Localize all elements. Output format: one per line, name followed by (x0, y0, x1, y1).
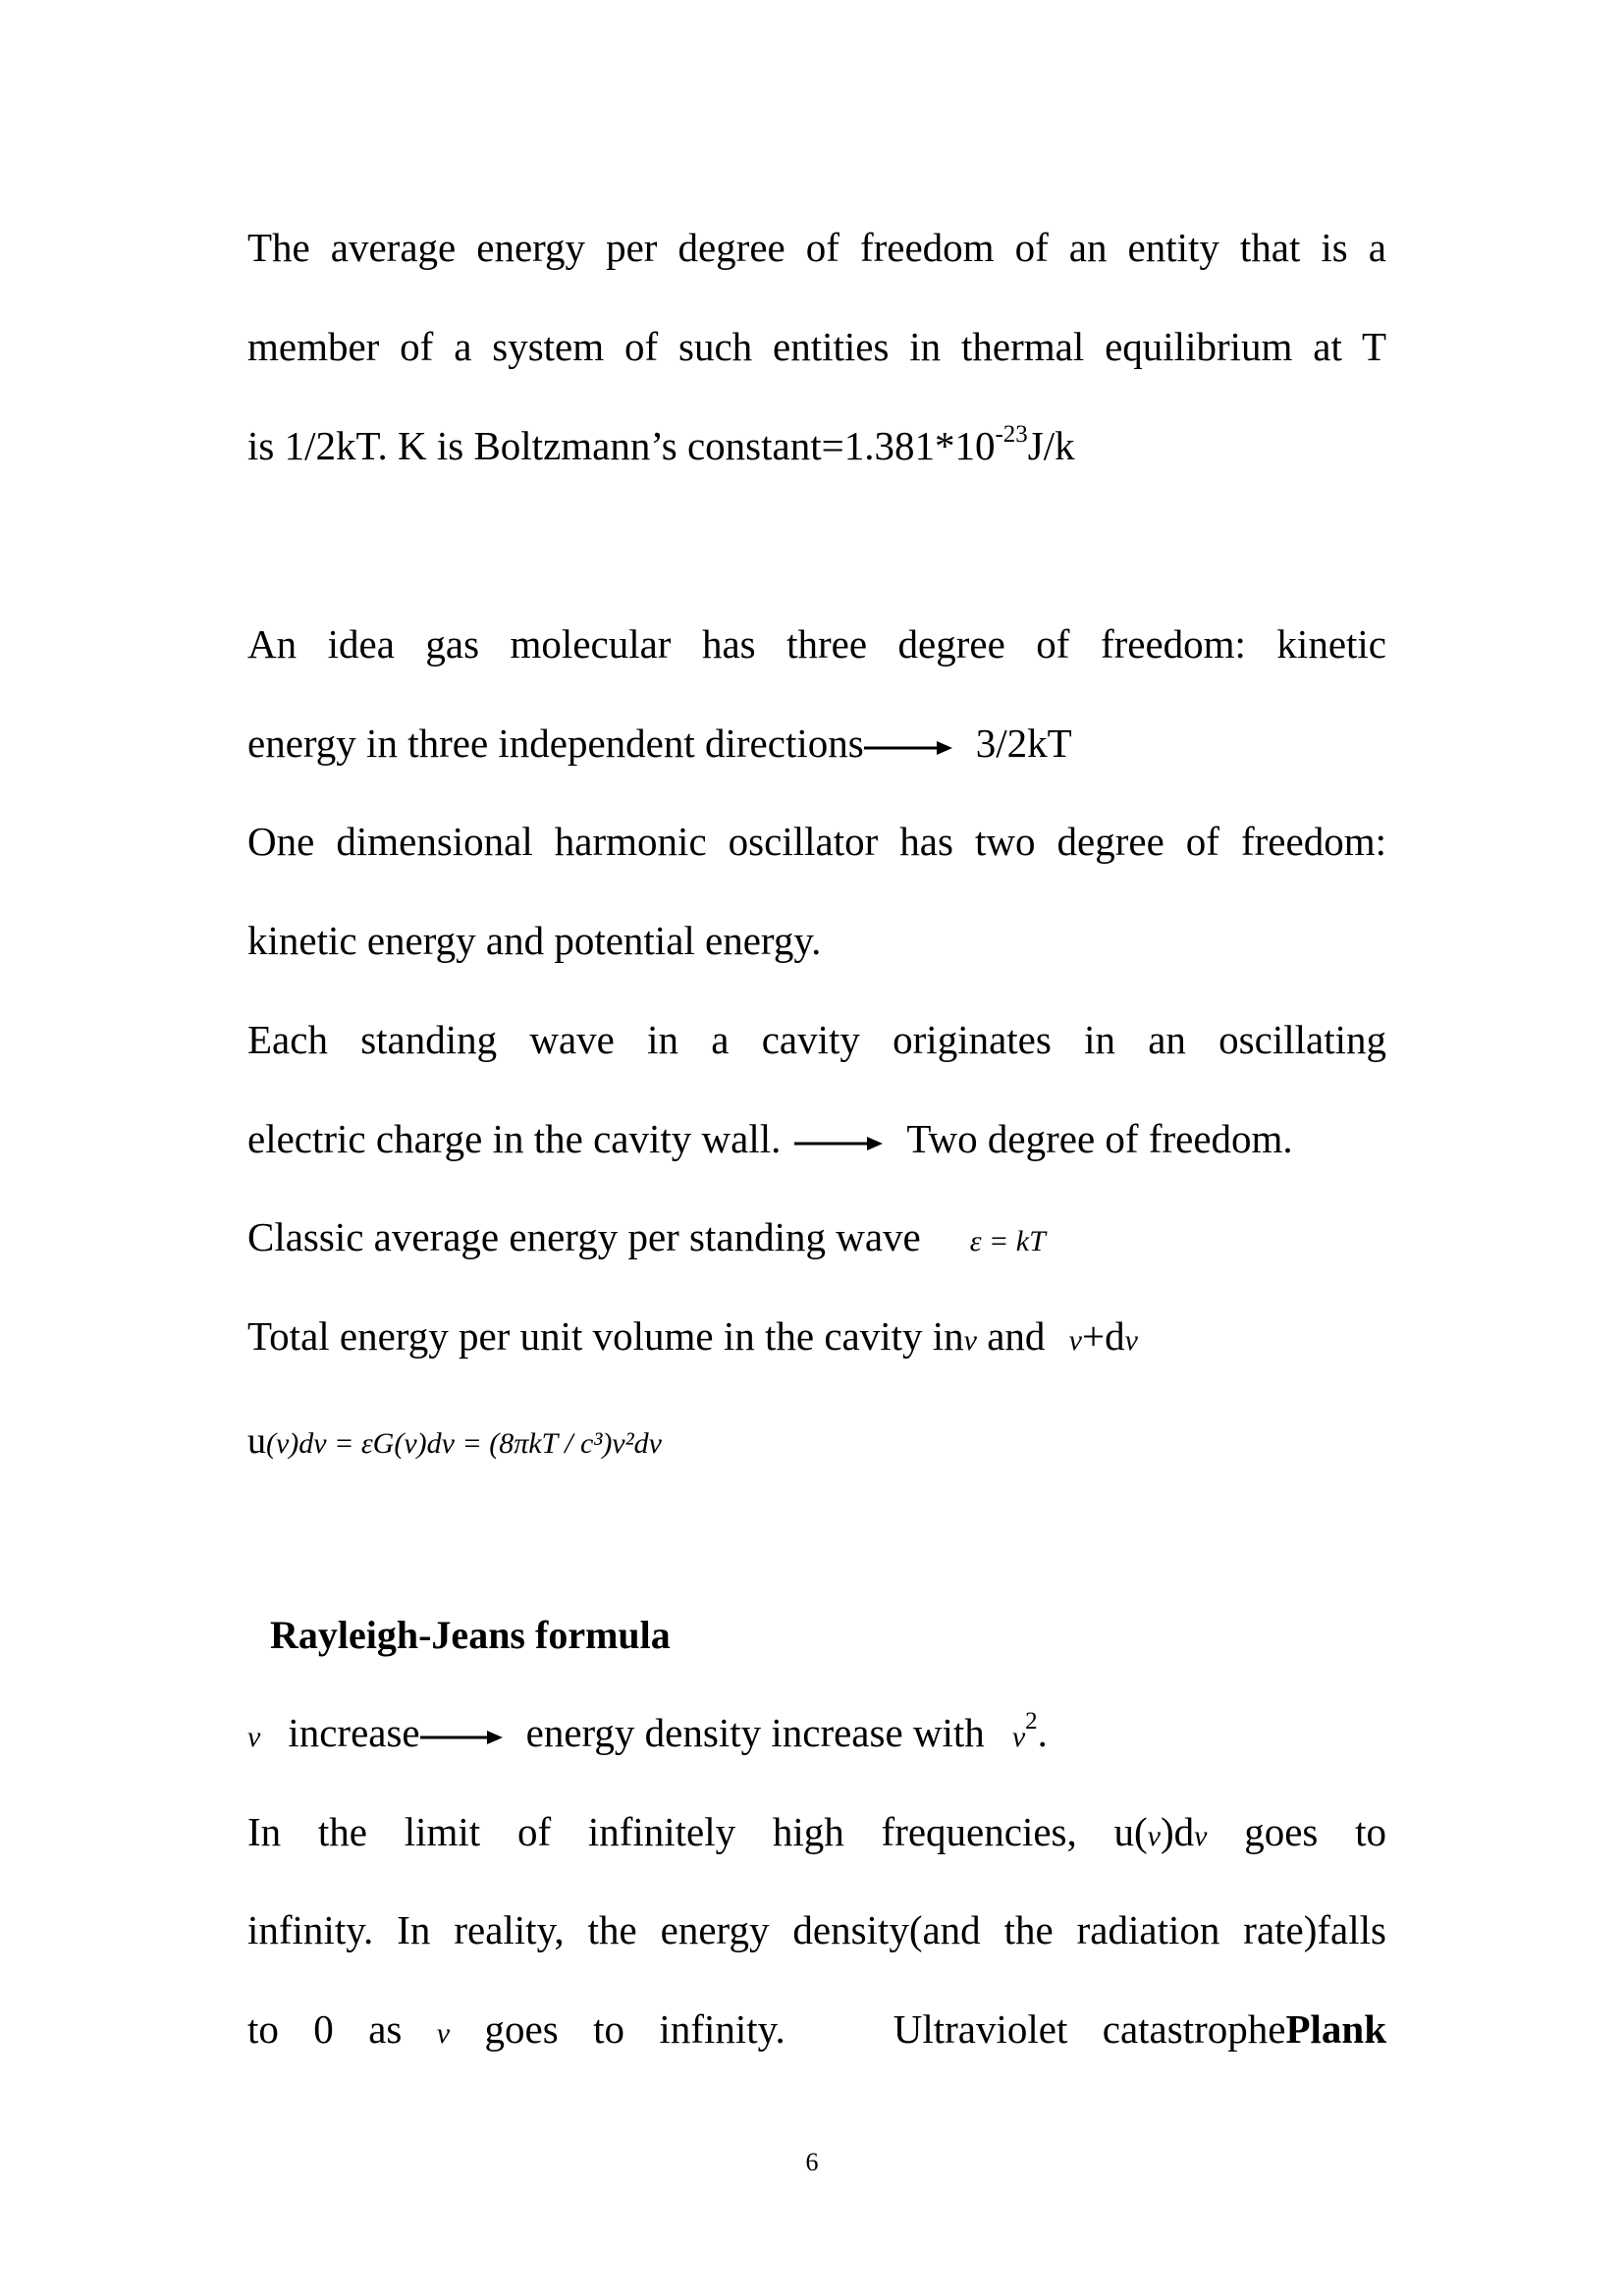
nu-symbol: ν (1068, 1324, 1082, 1357)
paragraph-2-line-4: kinetic energy and potential energy. (247, 918, 822, 963)
right-arrow-icon (420, 1728, 503, 1747)
uv-catastrophe-text: Ultraviolet catastrophe (893, 2006, 1286, 2052)
section-line-2 (247, 1809, 1386, 1854)
total-energy-text: Total energy per unit volume in the cavity in (247, 1313, 964, 1359)
limit-text: In the limit of infinitely high frequencies, u( (247, 1809, 1148, 1854)
section-line-1 (247, 1708, 1386, 1755)
right-arrow-icon (864, 738, 952, 758)
three-halves-kt: 3/2kT (975, 721, 1072, 766)
equation-body: (ν)dν = εG(ν)dν = (8πkT / c³)ν²dν (266, 1427, 662, 1460)
paragraph-1-line-3 (247, 421, 1386, 468)
section-line-4 (247, 2006, 1386, 2052)
paragraph-2-line-5: Each standing wave in a cavity originates in an oscillating (247, 1017, 1386, 1062)
section-line-3: infinity. In reality, the energy density(and the radiation rate)falls (247, 1907, 1386, 1952)
paragraph-2-line-6 (247, 1116, 1386, 1161)
equation-u: u (247, 1420, 266, 1462)
paragraph-2-line-3: One dimensional harmonic oscillator has two degree of freedom: (247, 819, 1386, 864)
energy-density-equation (247, 1419, 1386, 1460)
and-text: and (976, 1313, 1056, 1359)
nu-symbol: ν (1011, 1721, 1026, 1753)
nu-symbol: ν (1147, 1820, 1161, 1852)
paragraph-2-line-2 (247, 723, 1386, 764)
paragraph-1-line-1: The average energy per degree of freedom of an entity that is a (247, 225, 1386, 270)
cavity-wall-text: electric charge in the cavity wall. (247, 1116, 782, 1161)
nu-symbol: ν (1124, 1324, 1138, 1357)
goes-to-text: goes to (1207, 1809, 1386, 1854)
directions-text: energy in three independent directions (247, 721, 864, 766)
period: . (1037, 1710, 1048, 1755)
epsilon-equation: ε = kT (969, 1225, 1046, 1257)
paragraph-1-line-2: member of a system of such entities in thermal equilibrium at T (247, 324, 1386, 369)
page-number: 6 (805, 2148, 819, 2176)
to-zero-text: to 0 as (247, 2006, 437, 2052)
nu-symbol: ν (247, 1721, 261, 1753)
nu-symbol: ν (1194, 1820, 1208, 1852)
boltzmann-text: is 1/2kT. K is Boltzmann’s constant=1.381*10 (247, 423, 996, 468)
section-heading: Rayleigh-Jeans formula (270, 1613, 671, 1657)
squared-exponent: 2 (1025, 1708, 1038, 1735)
d-text: )d (1160, 1809, 1195, 1854)
paragraph-2-line-8 (247, 1313, 1386, 1359)
nu-symbol: ν (436, 2017, 451, 2050)
exponent: -23 (995, 421, 1028, 448)
paragraph-2-line-7 (247, 1214, 1386, 1259)
right-arrow-icon (794, 1134, 883, 1153)
increase-text: increase (288, 1710, 420, 1755)
paragraph-2-line-1: An idea gas molecular has three degree of freedom: kinetic (247, 621, 1386, 667)
plus-d-text: +d (1082, 1313, 1125, 1359)
goes-infinity-text: goes to infinity. (450, 2006, 785, 2052)
nu-symbol: ν (963, 1324, 977, 1357)
boltzmann-unit: J/k (1027, 423, 1075, 468)
classic-energy-text: Classic average energy per standing wave (247, 1214, 921, 1259)
two-degree-text: Two degree of freedom. (906, 1116, 1293, 1161)
density-increase-text: energy density increase with (525, 1710, 985, 1755)
plank-text: Plank (1285, 2006, 1386, 2052)
